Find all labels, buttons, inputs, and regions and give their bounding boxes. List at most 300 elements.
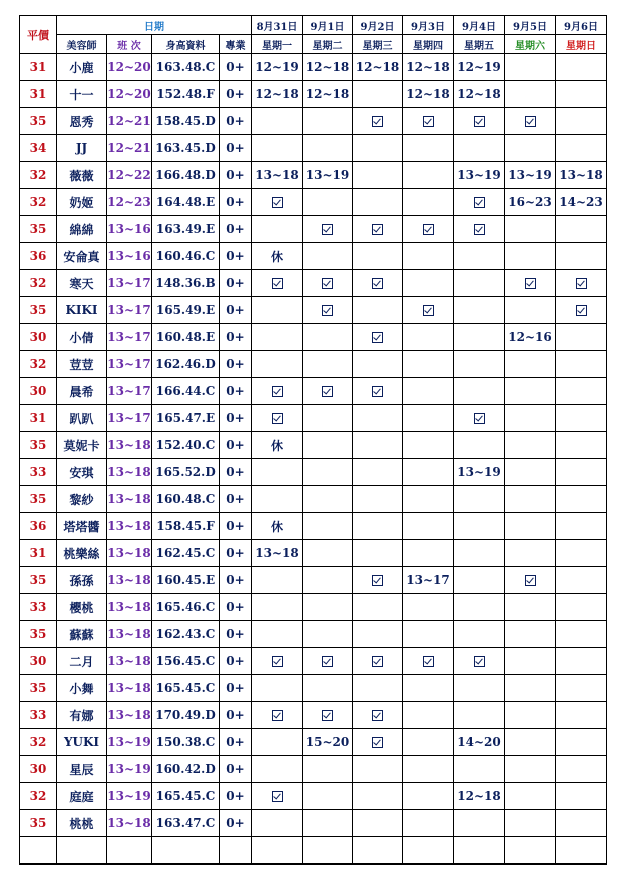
checkbox-checked-icon (322, 224, 333, 235)
checkbox-checked-icon (322, 656, 333, 667)
body-data-cell: 166.44.C (152, 378, 220, 405)
checkbox-checked-icon (372, 656, 383, 667)
stylist-name-cell: 莫妮卡 (57, 432, 107, 459)
checkbox-checked-icon (322, 305, 333, 316)
day-cell (454, 621, 505, 648)
day-cell (454, 135, 505, 162)
day-cell (403, 513, 454, 540)
skill-cell: 0+ (220, 729, 252, 756)
day-cell: 12~19 (252, 54, 303, 81)
table-row (20, 135, 607, 162)
shift-header: 班 次 (107, 35, 152, 54)
day-cell: 12~18 (403, 54, 454, 81)
date-header: 日期 (57, 16, 252, 35)
day-cell: 12~18 (303, 54, 353, 81)
day-cell (403, 675, 454, 702)
day-cell (252, 216, 303, 243)
day-cell (252, 297, 303, 324)
day-cell (403, 270, 454, 297)
checkbox-checked-icon (322, 278, 333, 289)
price-cell: 33 (20, 459, 57, 486)
day-cell: 12~18 (454, 81, 505, 108)
day-cell: 12~16 (505, 324, 556, 351)
stylist-header: 美容師 (57, 35, 107, 54)
day-cell (353, 648, 403, 675)
price-cell: 32 (20, 729, 57, 756)
day-cell: 13~18 (252, 540, 303, 567)
day-cell: 13~19 (505, 162, 556, 189)
day-cell (556, 513, 607, 540)
skill-header: 專業 (220, 35, 252, 54)
shift-cell: 12~21 (107, 108, 152, 135)
stylist-name-cell: 安侖真 (57, 243, 107, 270)
day-cell (303, 756, 353, 783)
stylist-name-cell: 黎紗 (57, 486, 107, 513)
day-cell (303, 243, 353, 270)
skill-cell: 0+ (220, 270, 252, 297)
day-cell (556, 459, 607, 486)
day-cell (505, 351, 556, 378)
weekday-cell: 星期四 (403, 35, 454, 54)
table-row (20, 216, 607, 243)
shift-cell: 13~17 (107, 405, 152, 432)
day-cell (556, 702, 607, 729)
day-cell (353, 351, 403, 378)
checkbox-checked-icon (372, 224, 383, 235)
stylist-name-cell: 桃樂絲 (57, 540, 107, 567)
shift-cell: 12~20 (107, 81, 152, 108)
day-cell (252, 378, 303, 405)
skill-cell: 0+ (220, 405, 252, 432)
day-cell (303, 621, 353, 648)
shift-cell: 13~18 (107, 432, 152, 459)
day-cell (556, 270, 607, 297)
shift-cell: 13~18 (107, 486, 152, 513)
day-cell (353, 270, 403, 297)
day-cell (403, 297, 454, 324)
shift-cell: 13~16 (107, 243, 152, 270)
checkbox-checked-icon (474, 197, 485, 208)
price-cell: 30 (20, 378, 57, 405)
day-cell (505, 486, 556, 513)
day-cell (252, 459, 303, 486)
day-cell (353, 756, 403, 783)
skill-cell: 0+ (220, 297, 252, 324)
day-cell (505, 837, 556, 864)
stylist-name-cell: 星辰 (57, 756, 107, 783)
stylist-name-cell: 孫孫 (57, 567, 107, 594)
day-cell: 15~20 (303, 729, 353, 756)
price-cell: 35 (20, 810, 57, 837)
table-row (20, 189, 607, 216)
day-cell (353, 486, 403, 513)
day-cell (303, 216, 353, 243)
date-cell: 9月6日 (556, 16, 607, 35)
shift-cell: 12~22 (107, 162, 152, 189)
day-cell (403, 108, 454, 135)
skill-cell: 0+ (220, 189, 252, 216)
shift-cell: 13~16 (107, 216, 152, 243)
day-cell (556, 108, 607, 135)
day-cell (403, 756, 454, 783)
body-data-cell: 160.42.D (152, 756, 220, 783)
body-data-cell: 164.48.E (152, 189, 220, 216)
skill-cell: 0+ (220, 54, 252, 81)
day-cell (303, 810, 353, 837)
shift-cell: 13~18 (107, 567, 152, 594)
day-cell (252, 405, 303, 432)
body-data-cell: 158.45.F (152, 513, 220, 540)
skill-cell: 0+ (220, 702, 252, 729)
body-data-cell: 160.48.E (152, 324, 220, 351)
day-cell (403, 135, 454, 162)
stylist-name-cell: 塔塔醬 (57, 513, 107, 540)
day-cell (303, 108, 353, 135)
day-cell: 16~23 (505, 189, 556, 216)
day-cell (454, 675, 505, 702)
skill-cell: 0+ (220, 432, 252, 459)
stylist-name-cell: 十一 (57, 81, 107, 108)
day-cell (303, 540, 353, 567)
table-row (20, 513, 607, 540)
body-data-cell: 162.45.C (152, 540, 220, 567)
weekday-cell-sunday: 星期日 (556, 35, 607, 54)
day-cell (454, 756, 505, 783)
checkbox-checked-icon (423, 116, 434, 127)
checkbox-checked-icon (372, 332, 383, 343)
skill-cell (220, 837, 252, 864)
stylist-name-cell: 寒天 (57, 270, 107, 297)
table-row (20, 540, 607, 567)
day-cell: 13~19 (454, 459, 505, 486)
day-cell (505, 756, 556, 783)
shift-cell: 13~18 (107, 648, 152, 675)
stylist-schedule-table (19, 15, 607, 864)
body-data-cell: 148.36.B (152, 270, 220, 297)
day-cell (505, 135, 556, 162)
price-cell: 31 (20, 540, 57, 567)
price-cell: 32 (20, 351, 57, 378)
day-cell (454, 594, 505, 621)
day-cell (303, 405, 353, 432)
stylist-name-cell: 櫻桃 (57, 594, 107, 621)
day-cell (403, 189, 454, 216)
day-cell (403, 810, 454, 837)
day-cell (252, 810, 303, 837)
stylist-name-cell: 奶姬 (57, 189, 107, 216)
skill-cell: 0+ (220, 324, 252, 351)
checkbox-checked-icon (272, 791, 283, 802)
skill-cell: 0+ (220, 513, 252, 540)
day-cell (303, 837, 353, 864)
day-cell (454, 540, 505, 567)
checkbox-checked-icon (423, 224, 434, 235)
day-cell (454, 810, 505, 837)
day-cell: 12~18 (403, 81, 454, 108)
day-cell (505, 459, 556, 486)
day-cell (353, 378, 403, 405)
checkbox-checked-icon (525, 575, 536, 586)
day-cell (505, 675, 556, 702)
table-row (20, 648, 607, 675)
day-cell (505, 810, 556, 837)
day-cell (353, 810, 403, 837)
shift-cell: 13~17 (107, 378, 152, 405)
day-cell (353, 783, 403, 810)
checkbox-checked-icon (272, 656, 283, 667)
shift-cell: 13~18 (107, 594, 152, 621)
day-cell (403, 324, 454, 351)
day-cell (353, 702, 403, 729)
day-cell (556, 540, 607, 567)
stylist-name-cell: 荳荳 (57, 351, 107, 378)
day-cell (454, 837, 505, 864)
day-cell (505, 216, 556, 243)
stylist-name-cell: 有娜 (57, 702, 107, 729)
stylist-name-cell: 安琪 (57, 459, 107, 486)
day-cell (353, 405, 403, 432)
date-cell: 9月5日 (505, 16, 556, 35)
table-row (20, 756, 607, 783)
day-cell: 13~18 (556, 162, 607, 189)
day-cell (454, 486, 505, 513)
day-cell (303, 378, 353, 405)
day-cell (403, 243, 454, 270)
table-row (20, 54, 607, 81)
stylist-name-cell: KIKI (57, 297, 107, 324)
date-cell: 8月31日 (252, 16, 303, 35)
day-cell (353, 189, 403, 216)
day-cell (454, 351, 505, 378)
checkbox-checked-icon (525, 278, 536, 289)
day-cell (403, 216, 454, 243)
shift-cell: 13~18 (107, 459, 152, 486)
day-cell (353, 108, 403, 135)
price-cell: 30 (20, 648, 57, 675)
day-cell (303, 513, 353, 540)
checkbox-checked-icon (372, 386, 383, 397)
day-cell (303, 783, 353, 810)
price-cell: 36 (20, 513, 57, 540)
day-cell (505, 729, 556, 756)
price-cell: 35 (20, 108, 57, 135)
day-cell (505, 297, 556, 324)
day-cell (454, 108, 505, 135)
body-data-cell: 165.49.E (152, 297, 220, 324)
day-cell (403, 729, 454, 756)
skill-cell: 0+ (220, 135, 252, 162)
checkbox-checked-icon (474, 413, 485, 424)
stylist-name-cell: 趴趴 (57, 405, 107, 432)
day-cell (556, 648, 607, 675)
price-cell: 32 (20, 162, 57, 189)
day-cell (556, 297, 607, 324)
day-cell (353, 837, 403, 864)
day-cell: 13~18 (252, 162, 303, 189)
day-cell (403, 594, 454, 621)
stylist-name-cell: 庭庭 (57, 783, 107, 810)
day-cell (556, 81, 607, 108)
day-cell (556, 810, 607, 837)
day-cell (505, 567, 556, 594)
day-cell (454, 324, 505, 351)
stylist-name-cell: JJ (57, 135, 107, 162)
day-cell (454, 243, 505, 270)
price-cell: 35 (20, 297, 57, 324)
checkbox-checked-icon (576, 278, 587, 289)
day-cell (353, 216, 403, 243)
day-cell (556, 621, 607, 648)
price-cell: 35 (20, 216, 57, 243)
table-row (20, 243, 607, 270)
stylist-name-cell: 晨希 (57, 378, 107, 405)
day-cell (454, 297, 505, 324)
price-cell: 35 (20, 432, 57, 459)
checkbox-checked-icon (272, 710, 283, 721)
day-cell (252, 675, 303, 702)
table-row (20, 459, 607, 486)
price-cell: 35 (20, 486, 57, 513)
day-cell (505, 702, 556, 729)
checkbox-checked-icon (272, 197, 283, 208)
checkbox-checked-icon (372, 116, 383, 127)
table-row (20, 486, 607, 513)
body-data-cell: 170.49.D (152, 702, 220, 729)
day-cell (556, 216, 607, 243)
table-row (20, 81, 607, 108)
day-cell (505, 243, 556, 270)
price-header: 平價 (20, 16, 57, 54)
body-data-cell: 163.49.E (152, 216, 220, 243)
weekday-cell: 星期三 (353, 35, 403, 54)
day-cell (303, 675, 353, 702)
table-row (20, 729, 607, 756)
day-cell (252, 486, 303, 513)
checkbox-checked-icon (423, 656, 434, 667)
stylist-name-cell: 小舞 (57, 675, 107, 702)
weekday-cell: 星期一 (252, 35, 303, 54)
day-cell (252, 729, 303, 756)
price-cell: 32 (20, 189, 57, 216)
day-cell (505, 594, 556, 621)
day-cell (403, 405, 454, 432)
stylist-name-cell: 綿綿 (57, 216, 107, 243)
day-cell (353, 243, 403, 270)
skill-cell: 0+ (220, 783, 252, 810)
day-cell (303, 648, 353, 675)
body-data-cell: 162.46.D (152, 351, 220, 378)
day-cell (556, 486, 607, 513)
day-cell (252, 621, 303, 648)
table-row (20, 675, 607, 702)
date-cell: 9月1日 (303, 16, 353, 35)
day-cell (505, 108, 556, 135)
day-cell (403, 486, 454, 513)
day-cell (556, 405, 607, 432)
checkbox-checked-icon (372, 710, 383, 721)
shift-cell: 13~19 (107, 756, 152, 783)
weekday-cell: 星期五 (454, 35, 505, 54)
day-cell (403, 351, 454, 378)
table-row (20, 108, 607, 135)
day-cell (252, 783, 303, 810)
shift-cell: 13~17 (107, 297, 152, 324)
day-cell: 12~18 (353, 54, 403, 81)
shift-cell (107, 837, 152, 864)
skill-cell: 0+ (220, 594, 252, 621)
day-cell: 休 (252, 432, 303, 459)
day-cell (353, 297, 403, 324)
skill-cell: 0+ (220, 540, 252, 567)
checkbox-checked-icon (272, 386, 283, 397)
shift-cell: 12~21 (107, 135, 152, 162)
stylist-name-cell: 二月 (57, 648, 107, 675)
body-data-cell: 165.52.D (152, 459, 220, 486)
day-cell (403, 540, 454, 567)
day-cell (353, 675, 403, 702)
table-row (20, 378, 607, 405)
stylist-name-cell (57, 837, 107, 864)
price-cell: 35 (20, 621, 57, 648)
day-cell (303, 459, 353, 486)
day-cell (403, 702, 454, 729)
body-data-cell: 163.47.C (152, 810, 220, 837)
day-cell (403, 432, 454, 459)
stylist-name-cell: 小倩 (57, 324, 107, 351)
checkbox-checked-icon (272, 413, 283, 424)
day-cell (252, 594, 303, 621)
price-cell: 33 (20, 594, 57, 621)
table-row (20, 783, 607, 810)
day-cell: 13~17 (403, 567, 454, 594)
day-cell (353, 513, 403, 540)
skill-cell: 0+ (220, 621, 252, 648)
day-cell: 12~19 (454, 54, 505, 81)
day-cell (454, 432, 505, 459)
table-row (20, 621, 607, 648)
day-cell (403, 648, 454, 675)
day-cell (403, 783, 454, 810)
checkbox-checked-icon (474, 116, 485, 127)
checkbox-checked-icon (322, 386, 333, 397)
day-cell (403, 162, 454, 189)
day-cell (353, 621, 403, 648)
checkbox-checked-icon (474, 224, 485, 235)
body-data-cell: 152.40.C (152, 432, 220, 459)
body-data-cell: 158.45.D (152, 108, 220, 135)
skill-cell: 0+ (220, 216, 252, 243)
day-cell (505, 270, 556, 297)
day-cell (556, 432, 607, 459)
day-cell (556, 567, 607, 594)
price-cell: 36 (20, 243, 57, 270)
day-cell: 12~18 (454, 783, 505, 810)
day-cell (556, 378, 607, 405)
skill-cell: 0+ (220, 810, 252, 837)
day-cell (505, 54, 556, 81)
day-cell (505, 648, 556, 675)
skill-cell: 0+ (220, 648, 252, 675)
day-cell (505, 513, 556, 540)
checkbox-checked-icon (474, 656, 485, 667)
body-data-cell (152, 837, 220, 864)
checkbox-checked-icon (525, 116, 536, 127)
day-cell (505, 81, 556, 108)
table-row (20, 567, 607, 594)
day-cell: 休 (252, 243, 303, 270)
day-cell (454, 216, 505, 243)
stylist-name-cell: 薇薇 (57, 162, 107, 189)
